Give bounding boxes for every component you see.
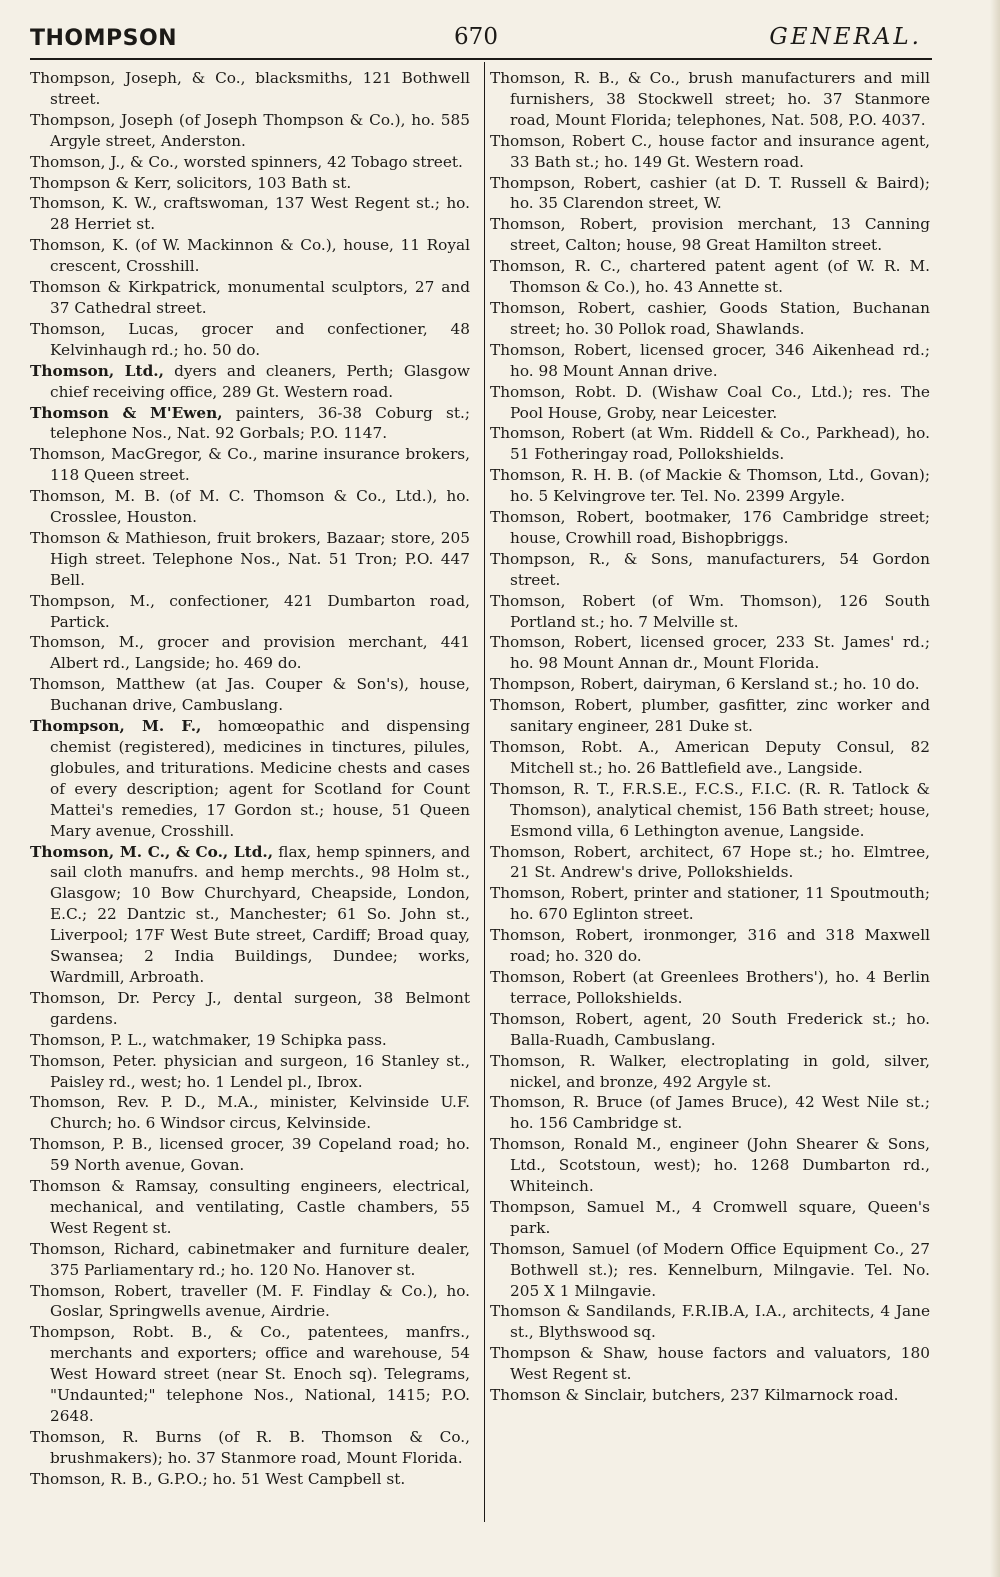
entry-text: Thomson & Mathieson, fruit brokers, Bazaar; store, 205 High street. Telephone Nos., Nat. 51 Tron; P.O. 447 Bell. (30, 528, 470, 589)
entry-text: Thomson, Robert, cashier, Goods Station, Buchanan street; ho. 30 Pollok road, Shawlands. (490, 298, 930, 338)
directory-entry (30, 1322, 470, 1427)
entry-text: Thomson, Robert, traveller (M. F. Findlay & Co.), ho. Goslar, Springwells avenue, Airdrie. (30, 1281, 470, 1321)
entry-text: Thompson, Robt. B., & Co., patentees, manfrs., merchants and exporters; office and warehouse, 54 West Howard street (near St. Enoch sq). Telegrams, "Undaunted;" telephone Nos., National, 1415; P.O. 2648. (30, 1323, 470, 1425)
entry-text: Thomson, K. (of W. Mackinnon & Co.), house, 11 Royal crescent, Crosshill. (30, 236, 470, 276)
entry-text: Thomson, Robert, bootmaker, 176 Cambridge street; house, Crowhill road, Bishopbriggs. (490, 508, 930, 547)
column-divider (484, 62, 485, 1522)
entry-text: homœopathic and dispensing chemist (registered), medicines in tinctures, pilules, globules, and triturations. Medicine chests and cases of every description; agent for Scotland for Count Mattei's remedies, 17 Gordon st.; house, 51 Queen Mary avenue, Crosshill. (50, 717, 470, 840)
directory-entry (30, 842, 470, 988)
entry-text: Thomson, Robert (of Wm. Thomson), 126 South Portland st.; ho. 7 Melville st. (490, 591, 930, 631)
entry-text: Thomson, K. W., craftswoman, 137 West Regent st.; ho. 28 Herriet st. (30, 194, 470, 234)
right-column (490, 68, 930, 1406)
entry-text: Thomson, Robert (at Greenlees Brothers'), ho. 4 Berlin terrace, Pollokshields. (490, 967, 930, 1007)
directory-entry (30, 68, 470, 110)
entry-text: Thomson, J., & Co., worsted spinners, 42 Tobago street. (30, 152, 463, 171)
directory-entry (490, 1051, 930, 1093)
directory-entry (490, 695, 930, 737)
directory-entry (490, 382, 930, 424)
entry-text: Thomson, Richard, cabinetmaker and furniture dealer, 375 Parliamentary rd.; ho. 120 No. Hanover st. (30, 1239, 470, 1279)
directory-entry (490, 1134, 930, 1197)
entry-text: Thompson & Kerr, solicitors, 103 Bath st. (30, 173, 352, 192)
directory-entry (490, 1385, 930, 1406)
directory-entry (490, 68, 930, 131)
page-number: 670 (454, 24, 498, 50)
entry-text: Thomson, Ronald M., engineer (John Shearer & Sons, Ltd., Scotstoun, west); ho. 1268 Dumbarton rd., Whiteinch. (490, 1135, 930, 1196)
directory-entry (30, 1176, 470, 1239)
entry-text: Thompson, R., & Sons, manufacturers, 54 Gordon street. (490, 549, 930, 589)
directory-entry (490, 1301, 930, 1343)
directory-entry (30, 988, 470, 1030)
entry-text: Thomson, Robert, licensed grocer, 233 St. James' rd.; ho. 98 Mount Annan dr., Mount Florida. (490, 633, 930, 673)
directory-entry (490, 298, 930, 340)
entry-text: Thomson, Robt. A., American Deputy Consul, 82 Mitchell st.; ho. 26 Battlefield ave., Langside. (490, 738, 930, 777)
entry-text: Thomson & Sandilands, F.R.IB.A, I.A., architects, 4 Jane st., Blythswood sq. (490, 1302, 930, 1342)
entry-text: Thomson, Peter. physician and surgeon, 16 Stanley st., Paisley rd., west; ho. 1 Lendel pl., Ibrox. (30, 1051, 470, 1091)
entry-text: Thomson, R. T., F.R.S.E., F.C.S., F.I.C. (R. R. Tatlock & Thomson), analytical chemist, 156 Bath street; house, Esmond villa, 6 Lethington avenue, Langside. (490, 779, 930, 840)
directory-entry (490, 591, 930, 633)
entry-text: Thomson, R. C., chartered patent agent (of W. R. M. Thomson & Co.), ho. 43 Annette st. (490, 257, 930, 297)
directory-entry (30, 1281, 470, 1323)
entry-text: Thompson, Robert, cashier (at D. T. Russell & Baird); ho. 35 Clarendon street, W. (490, 173, 930, 213)
entry-text: Thomson, Robert, provision merchant, 13 Canning street, Calton; house, 98 Great Hamilton street. (490, 215, 930, 255)
directory-entry (490, 1343, 930, 1385)
entry-text: Thomson & Ramsay, consulting engineers, electrical, mechanical, and ventilating, Castle chambers, 55 West Regent st. (30, 1177, 470, 1237)
entry-text: Thompson, Robert, dairyman, 6 Kersland st.; ho. 10 do. (490, 675, 920, 694)
directory-entry (30, 173, 470, 194)
entry-text: Thompson, Joseph (of Joseph Thompson & Co.), ho. 585 Argyle street, Anderston. (30, 110, 470, 150)
entry-text: Thomson, R. Bruce (of James Bruce), 42 West Nile st.; ho. 156 Cambridge st. (490, 1093, 930, 1133)
directory-entry (30, 1092, 470, 1134)
directory-entry (490, 214, 930, 256)
directory-entry (490, 925, 930, 967)
entry-name: Thomson, Ltd., (30, 361, 164, 380)
entry-text: Thomson, Robert C., house factor and insurance agent, 33 Bath st.; ho. 149 Gt. Western road. (490, 131, 930, 171)
directory-entry (490, 507, 930, 549)
directory-entry (30, 277, 470, 319)
entry-text: Thomson, Robt. D. (Wishaw Coal Co., Ltd.); res. The Pool House, Groby, near Leicester. (490, 382, 930, 422)
directory-entry (490, 1092, 930, 1134)
directory-entry (30, 319, 470, 361)
entry-text: Thomson, P. L., watchmaker, 19 Schipka pass. (30, 1030, 387, 1049)
page-edge (990, 0, 1000, 1577)
entry-text: Thomson, Matthew (at Jas. Couper & Son's), house, Buchanan drive, Cambuslang. (30, 675, 470, 715)
entry-text: Thompson & Shaw, house factors and valuators, 180 West Regent st. (490, 1344, 930, 1384)
directory-entry (490, 340, 930, 382)
running-head-section: GENERAL. (769, 24, 922, 50)
entry-text: Thomson, R. Burns (of R. B. Thomson & Co., brushmakers); ho. 37 Stanmore road, Mount Florida. (30, 1427, 470, 1467)
directory-entry (30, 674, 470, 716)
directory-entry (490, 967, 930, 1009)
directory-entry (490, 423, 930, 465)
directory-entry (30, 632, 470, 674)
directory-entry (490, 1239, 930, 1302)
directory-entry (490, 737, 930, 779)
running-head-name: THOMPSON (30, 26, 178, 51)
entry-text: Thomson, R. H. B. (of Mackie & Thomson, Ltd., Govan); ho. 5 Kelvingrove ter. Tel. No. 2399 Argyle. (490, 466, 930, 506)
entry-text: Thomson, R. B., G.P.O.; ho. 51 West Campbell st. (30, 1469, 406, 1488)
directory-entry (490, 173, 930, 215)
directory-entry (30, 1427, 470, 1469)
entry-text: Thompson, Samuel M., 4 Cromwell square, Queen's park. (490, 1197, 930, 1237)
entry-name: Thompson, M. F., (30, 717, 202, 736)
directory-entry (30, 1134, 470, 1176)
directory-entry (30, 193, 470, 235)
entry-text: Thomson, Robert, ironmonger, 316 and 318 Maxwell road; ho. 320 do. (490, 926, 930, 966)
entry-text: dyers and cleaners, Perth; Glasgow chief receiving office, 289 Gt. Western road. (50, 361, 470, 401)
directory-entry (30, 1051, 470, 1093)
directory-entry (30, 361, 470, 403)
directory-entry (490, 131, 930, 173)
directory-entry (490, 883, 930, 925)
directory-entry (490, 779, 930, 842)
entry-text: Thomson, Robert, printer and stationer, 11 Spoutmouth; ho. 670 Eglinton street. (490, 884, 930, 924)
directory-entry (30, 1030, 470, 1051)
entry-text: Thompson, Joseph, & Co., blacksmiths, 121 Bothwell street. (30, 69, 470, 108)
entry-text: Thompson, M., confectioner, 421 Dumbarton road, Partick. (30, 591, 470, 631)
entry-text: Thomson, Robert, architect, 67 Hope st.; ho. Elmtree, 21 St. Andrew's drive, Pollokshields. (490, 842, 930, 882)
entry-text: Thomson, Robert (at Wm. Riddell & Co., Parkhead), ho. 51 Fotheringay road, Pollokshields. (490, 424, 930, 464)
directory-entry (30, 716, 470, 841)
entry-text: Thomson, Rev. P. D., M.A., minister, Kelvinside U.F. Church; ho. 6 Windsor circus, Kelvinside. (30, 1093, 470, 1133)
header-rule (30, 58, 932, 60)
entry-text: Thomson & Sinclair, butchers, 237 Kilmarnock road. (490, 1386, 899, 1405)
entry-text: Thomson & Kirkpatrick, monumental sculptors, 27 and 37 Cathedral street. (30, 278, 470, 317)
directory-entry (490, 674, 930, 695)
page-header (30, 22, 922, 56)
directory-entry (30, 528, 470, 591)
directory-entry (30, 1469, 470, 1490)
entry-text: painters, 36-38 Coburg st.; telephone Nos., Nat. 92 Gorbals; P.O. 1147. (50, 403, 470, 443)
directory-entry (30, 235, 470, 277)
entry-text: Thomson, Robert, plumber, gasfitter, zinc worker and sanitary engineer, 281 Duke st. (490, 696, 930, 736)
entry-text: Thomson, MacGregor, & Co., marine insurance brokers, 118 Queen street. (30, 445, 470, 485)
entry-text: Thomson, R. Walker, electroplating in gold, silver, nickel, and bronze, 492 Argyle st. (490, 1051, 930, 1091)
directory-entry (30, 152, 470, 173)
directory-entry (490, 632, 930, 674)
directory-entry (490, 1009, 930, 1051)
directory-entry (30, 591, 470, 633)
left-column (30, 68, 470, 1490)
entry-text: flax, hemp spinners, and sail cloth manufrs. and hemp merchts., 98 Holm st., Glasgow; 10 Bow Churchyard, Cheapside, London, E.C.; 22 Dantzic st., Manchester; 61 So. John st., Liverpool; 17F West Bute street, Cardiff; Broad quay, Swansea; 2 India Buildings, Dundee; works, Wardmill, Arbroath. (50, 842, 471, 986)
entry-name: Thomson & M'Ewen, (30, 403, 223, 422)
directory-entry (490, 549, 930, 591)
directory-entry (490, 256, 930, 298)
entry-text: Thomson, R. B., & Co., brush manufacturers and mill furnishers, 38 Stockwell street; ho. 37 Stanmore road, Mount Florida; telephones, Nat. 508, P.O. 4037. (490, 69, 930, 129)
directory-entry (490, 1197, 930, 1239)
entry-text: Thomson, Lucas, grocer and confectioner, 48 Kelvinhaugh rd.; ho. 50 do. (30, 319, 470, 359)
entry-text: Thomson, Dr. Percy J., dental surgeon, 38 Belmont gardens. (30, 988, 470, 1028)
entry-text: Thomson, M. B. (of M. C. Thomson & Co., Ltd.), ho. Crosslee, Houston. (30, 487, 470, 527)
directory-entry (490, 465, 930, 507)
entry-text: Thomson, Robert, agent, 20 South Frederick st.; ho. Balla-Ruadh, Cambuslang. (490, 1009, 930, 1049)
directory-entry (30, 1239, 470, 1281)
entry-text: Thomson, P. B., licensed grocer, 39 Copeland road; ho. 59 North avenue, Govan. (30, 1135, 470, 1175)
entry-text: Thomson, M., grocer and provision merchant, 441 Albert rd., Langside; ho. 469 do. (30, 633, 470, 673)
directory-entry (30, 110, 470, 152)
directory-entry (30, 444, 470, 486)
entry-text: Thomson, Samuel (of Modern Office Equipment Co., 27 Bothwell st.); res. Kennelburn, Milngavie. Tel. No. 205 X 1 Milngavie. (490, 1239, 930, 1300)
entry-text: Thomson, Robert, licensed grocer, 346 Aikenhead rd.; ho. 98 Mount Annan drive. (490, 340, 930, 380)
directory-entry (30, 486, 470, 528)
entry-name: Thomson, M. C., & Co., Ltd., (30, 842, 274, 861)
directory-entry (30, 403, 470, 445)
directory-entry (490, 842, 930, 884)
